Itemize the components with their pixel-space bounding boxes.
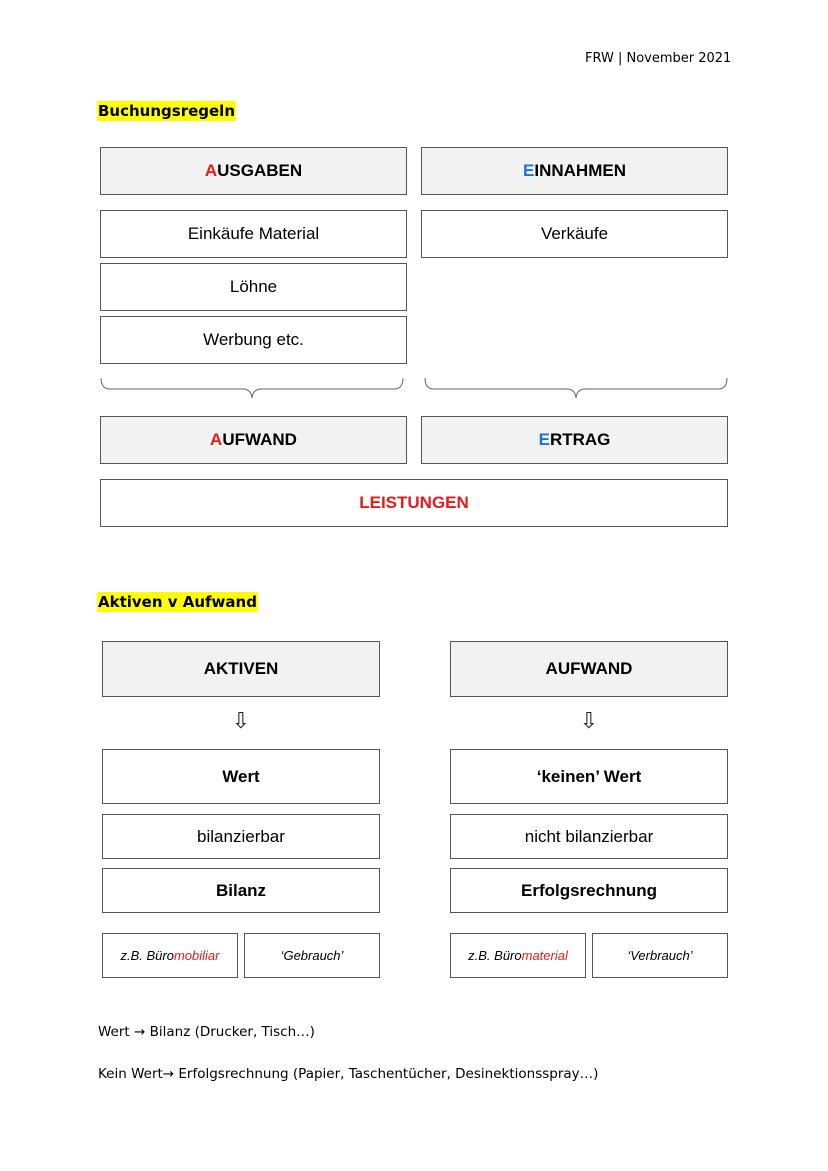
section-heading-aktiven-v-aufwand: Aktiven v Aufwand xyxy=(98,593,257,611)
aufwand-first-letter: A xyxy=(210,430,223,449)
ausgaben-rest: USGABEN xyxy=(217,161,303,180)
einnahmen-item: Verkäufe xyxy=(421,210,728,258)
ausgaben-item: Einkäufe Material xyxy=(100,210,407,258)
example-highlight: material xyxy=(521,948,568,963)
aufwand-box xyxy=(100,416,407,464)
brace-left xyxy=(100,378,405,400)
aufwand-statement-box: Erfolgsrechnung xyxy=(450,868,728,913)
aufwand-usage-box: ‘Verbrauch’ xyxy=(592,933,728,978)
aufwand-example-box xyxy=(450,933,586,978)
aktiven-balance-box: bilanzierbar xyxy=(102,814,380,859)
aufwand-rest: UFWAND xyxy=(222,430,297,449)
example-prefix: z.B. Büro xyxy=(468,948,522,963)
ausgaben-item: Werbung etc. xyxy=(100,316,407,364)
einnahmen-first-letter: E xyxy=(523,161,535,180)
aufwand-title-box: AUFWAND xyxy=(450,641,728,697)
page-header: FRW | November 2021 xyxy=(585,51,732,66)
ertrag-rest: RTRAG xyxy=(549,430,611,449)
ausgaben-item: Löhne xyxy=(100,263,407,311)
ausgaben-first-letter: A xyxy=(204,161,218,180)
aktiven-usage-box: ‘Gebrauch’ xyxy=(244,933,380,978)
example-highlight: mobiliar xyxy=(173,948,220,963)
example-prefix: z.B. Büro xyxy=(120,948,174,963)
einnahmen-box xyxy=(421,147,728,195)
aufwand-balance-box: nicht bilanzierbar xyxy=(450,814,728,859)
ertrag-first-letter: E xyxy=(538,430,550,449)
aktiven-title-box: AKTIVEN xyxy=(102,641,380,697)
aufwand-value-box: ‘keinen’ Wert xyxy=(450,749,728,804)
aktiven-statement-box: Bilanz xyxy=(102,868,380,913)
brace-right xyxy=(424,378,729,400)
ertrag-box xyxy=(421,416,728,464)
aktiven-example-box xyxy=(102,933,238,978)
einnahmen-rest: INNAHMEN xyxy=(534,161,626,180)
down-arrow-icon: ⇩ xyxy=(579,708,599,733)
section-heading-buchungsregeln: Buchungsregeln xyxy=(98,102,236,120)
ausgaben-box xyxy=(100,147,407,195)
note-line-2: Kein Wert→ Erfolgsrechnung (Papier, Taschentücher, Desinektionsspray…) xyxy=(98,1066,599,1082)
down-arrow-icon: ⇩ xyxy=(231,708,251,733)
note-line-1: Wert → Bilanz (Drucker, Tisch…) xyxy=(98,1024,315,1040)
aktiven-value-box: Wert xyxy=(102,749,380,804)
leistungen-box: LEISTUNGEN xyxy=(100,479,728,527)
